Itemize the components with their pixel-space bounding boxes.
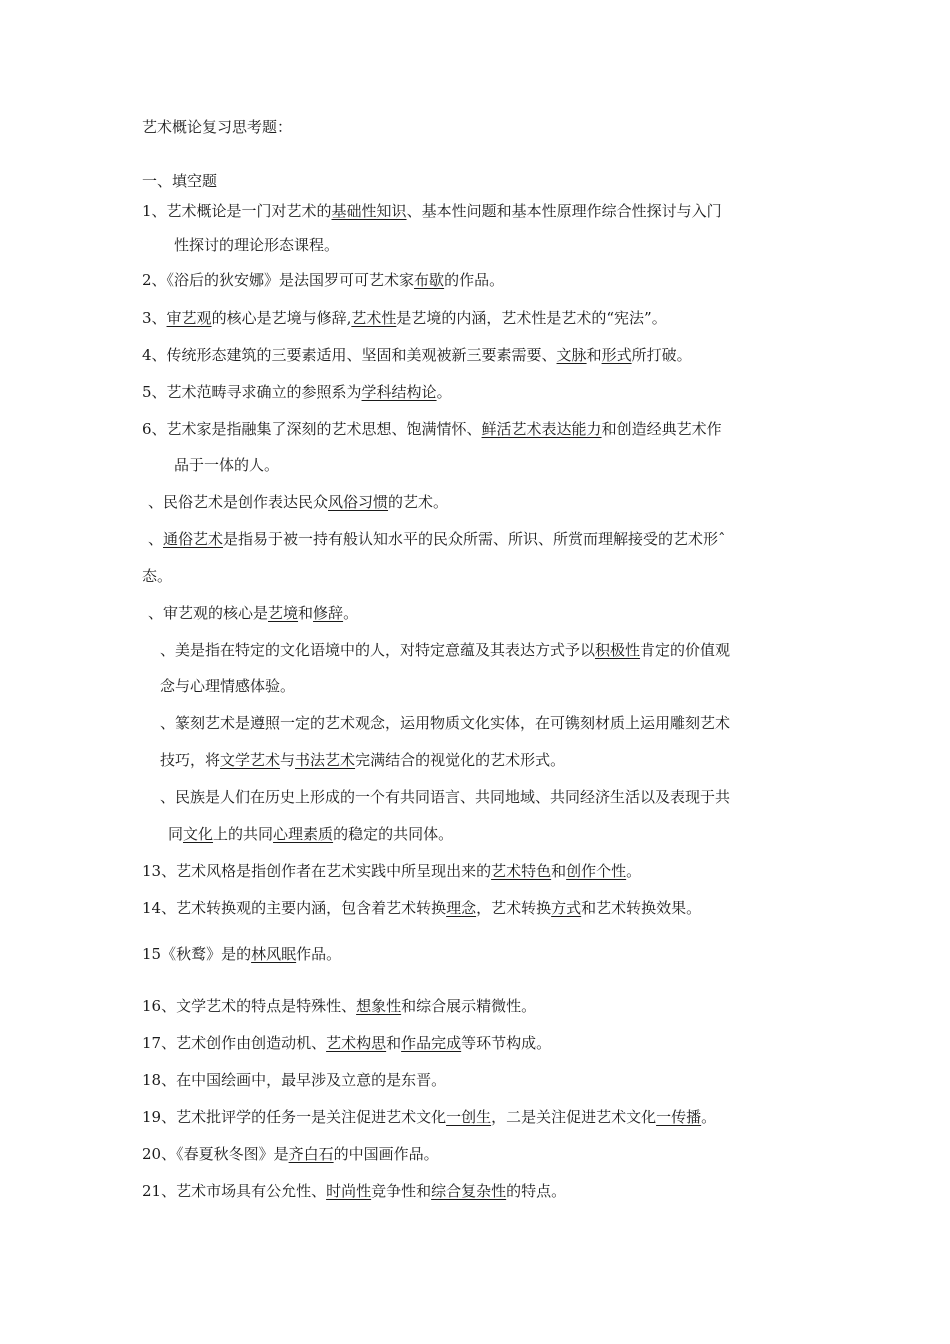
question-line (148, 529, 726, 549)
question-text: 态。 (142, 567, 173, 585)
question-text: 19、艺术批评学的任务一是关注促进艺术文化 (142, 1108, 447, 1126)
question-text: 的核心是艺境与修辞, (211, 309, 352, 327)
answer-blank: 基础性知识 (331, 202, 407, 220)
question-text: 的稳定的共同体。 (333, 825, 454, 843)
question-text: 的作品。 (444, 271, 505, 289)
answer-blank: 书法艺术 (295, 751, 356, 769)
question-text: 的艺术。 (388, 493, 449, 511)
question-line (148, 603, 358, 623)
section-heading: 一、填空题 (142, 172, 218, 190)
question-text: 6、艺术家是指融集了深刻的艺术思想、饱满情怀、 (142, 420, 482, 438)
answer-blank: 作品完成 (401, 1034, 462, 1052)
question-text: 和综合展示精微性。 (401, 997, 537, 1015)
question-line (142, 1107, 716, 1127)
answer-blank: 艺术特色 (491, 862, 552, 880)
question-line (142, 1144, 439, 1164)
question-text: 、审艺观的核心是 (148, 604, 269, 622)
question-text: 同 (168, 825, 184, 843)
answer-blank: 方式 (551, 899, 582, 917)
question-text: 、篆刻艺术是遵照一定的艺术观念，运用物质文化实体，在可镌刻材质上运用雕刻艺术 (160, 714, 731, 732)
answer-blank: 心理素质 (273, 825, 334, 843)
question-line (168, 824, 453, 844)
answer-blank: 艺术构思 (326, 1034, 387, 1052)
question-text: 和艺术转换效果。 (581, 899, 702, 917)
answer-blank: 创作个性 (566, 862, 627, 880)
question-text: 4、传统形态建筑的三要素适用、坚固和美观被新三要素需要、 (142, 346, 557, 364)
answer-blank: 林风眠 (251, 945, 297, 963)
answer-blank: 文化 (183, 825, 214, 843)
question-line (142, 944, 341, 964)
answer-blank: 鲜活艺术表达能力 (481, 420, 602, 438)
answer-blank: 齐白石 (288, 1145, 334, 1163)
question-text: 。 (701, 1108, 717, 1126)
question-line (142, 996, 536, 1016)
question-text: ，艺术转换 (476, 899, 552, 917)
question-line (160, 787, 730, 807)
question-line (160, 713, 730, 733)
question-text: 与 (280, 751, 296, 769)
question-text: 3、 (142, 309, 167, 327)
question-line (142, 566, 172, 586)
answer-blank: 通俗艺术 (163, 530, 224, 548)
question-text: 、民族是人们在历史上形成的一个有共同语言、共同地域、共同经济生活以及表现于共 (160, 788, 731, 806)
answer-blank: 布歇 (414, 271, 445, 289)
question-text: 的中国画作品。 (333, 1145, 439, 1163)
answer-blank: 学科结构论 (361, 383, 437, 401)
question-text: 技巧，将 (160, 751, 221, 769)
question-text: 1、艺术概论是一门对艺术的 (142, 202, 332, 220)
question-line (142, 201, 722, 221)
question-line (148, 492, 448, 512)
question-text: 17、艺术创作由创造动机、 (142, 1034, 327, 1052)
answer-blank: 想象性 (356, 997, 402, 1015)
answer-blank: 综合复杂性 (431, 1182, 507, 1200)
question-text: 13、艺术风格是指创作者在艺术实践中所呈现出来的 (142, 862, 492, 880)
question-text: 念与心理情感体验。 (160, 677, 296, 695)
question-text: 是艺境的内涵，艺术性是艺术的“宪法”。 (396, 309, 667, 327)
answer-blank: 时尚性 (326, 1182, 372, 1200)
question-line (142, 1070, 446, 1090)
answer-blank: 积极性 (595, 641, 641, 659)
question-text: 完满结合的视觉化的艺术形式。 (355, 751, 566, 769)
question-text: 等环节构成。 (461, 1034, 552, 1052)
question-line (160, 750, 565, 770)
question-text: 5、艺术范畴寻求确立的参照系为 (142, 383, 362, 401)
question-text: 的特点。 (506, 1182, 567, 1200)
question-text: 15《秋鹜》是的 (142, 945, 252, 963)
question-text: 、基本性问题和基本性原理作综合性探讨与入门 (406, 202, 722, 220)
question-text: 是指易于被一持有般认知水平的民众所需、所识、所赏而理解接受的艺术形ˆ (223, 530, 726, 548)
question-line (142, 270, 504, 290)
answer-blank: 审艺观 (166, 309, 212, 327)
question-text: 。 (343, 604, 359, 622)
answer-blank: 文学艺术 (220, 751, 281, 769)
answer-blank: 艺术性 (351, 309, 397, 327)
question-line (160, 640, 730, 660)
question-text: 。 (626, 862, 642, 880)
question-text: 和创造经典艺术作 (601, 420, 722, 438)
question-line (142, 419, 722, 439)
question-text: ，二是关注促进艺术文化 (491, 1108, 657, 1126)
question-text: 作品。 (296, 945, 342, 963)
document-title: 艺术概论复习思考题： (142, 118, 293, 136)
question-text: 20、《春夏秋冬图》是 (142, 1145, 289, 1163)
question-text: 。 (436, 383, 452, 401)
question-text: 、 (148, 530, 164, 548)
question-text: 和 (386, 1034, 402, 1052)
question-line (142, 345, 692, 365)
question-line (160, 676, 295, 696)
question-text: 21、艺术市场具有公允性、 (142, 1182, 327, 1200)
question-text: 肯定的价值观 (640, 641, 731, 659)
answer-blank: 一创生 (446, 1108, 492, 1126)
question-text: 14、艺术转换观的主要内涵，包含着艺术转换 (142, 899, 447, 917)
question-line (174, 455, 279, 475)
answer-blank: 艺境 (268, 604, 299, 622)
question-line (142, 1033, 551, 1053)
question-text: 、民俗艺术是创作表达民众 (148, 493, 329, 511)
answer-blank: 理念 (446, 899, 477, 917)
question-text: 和 (551, 862, 567, 880)
question-text: 所打破。 (631, 346, 692, 364)
question-line (142, 308, 667, 328)
question-line (142, 898, 701, 918)
question-line (174, 235, 339, 255)
answer-blank: 形式 (601, 346, 632, 364)
answer-blank: 一传播 (656, 1108, 702, 1126)
question-text: 18、在中国绘画中，最早涉及立意的是东晋。 (142, 1071, 447, 1089)
question-line (142, 382, 452, 402)
question-line (142, 1181, 566, 1201)
question-text: 16、文学艺术的特点是特殊性、 (142, 997, 357, 1015)
question-text: 、美是指在特定的文化语境中的人，对特定意蕴及其表达方式予以 (160, 641, 596, 659)
question-text: 品于一体的人。 (174, 456, 280, 474)
answer-blank: 修辞 (313, 604, 344, 622)
question-text: 和 (298, 604, 314, 622)
question-text: 上的共同 (213, 825, 274, 843)
question-line (142, 861, 641, 881)
answer-blank: 风俗习惯 (328, 493, 389, 511)
question-text: 竞争性和 (371, 1182, 432, 1200)
answer-blank: 文脉 (556, 346, 587, 364)
question-text: 性探讨的理论形态课程。 (174, 236, 340, 254)
question-text: 2、《浴后的狄安娜》是法国罗可可艺术家 (142, 271, 415, 289)
question-text: 和 (586, 346, 602, 364)
